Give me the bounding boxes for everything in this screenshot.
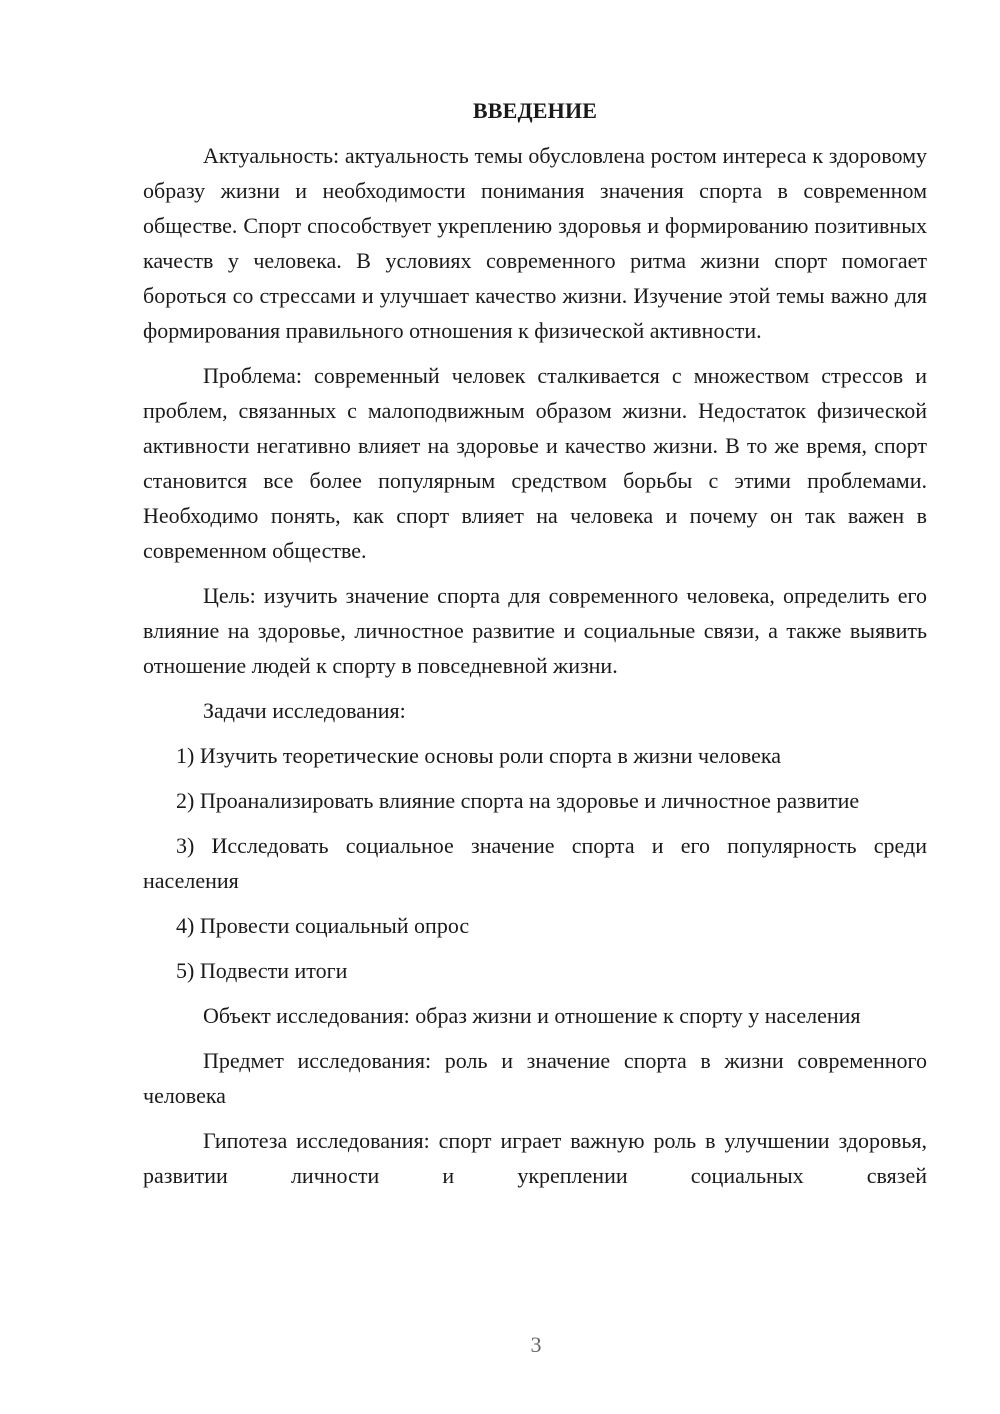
relevance-paragraph: Актуальность: актуальность темы обусловлена ростом интереса к здоровому образу жизни и необходимости понимания значения спорта в современном обществе. Спорт способствует укреплению здоровья и формированию позитивных качеств у человека. В условиях современного ритма жизни спорт помогает бороться со стрессами и улучшает качество жизни. Изучение этой темы важно для формирования правильного отношения к физической активности. <box>143 143 927 343</box>
hypothesis-paragraph: Гипотеза исследования: спорт играет важную роль в улучшении здоровья, развитии личности и укреплении социальных связей <box>143 1128 927 1188</box>
page-content <box>143 96 927 1203</box>
problem-paragraph: Проблема: современный человек сталкивается с множеством стрессов и проблем, связанных с малоподвижным образом жизни. Недостаток физической активности негативно влияет на здоровье и качество жизни. В то же время, спорт становится все более популярным средством борьбы с этими проблемами. Необходимо понять, как спорт влияет на человека и почему он так важен в современном обществе. <box>143 363 927 563</box>
page-number: 3 <box>530 1332 542 1357</box>
object-paragraph: Объект исследования: образ жизни и отношение к спорту у населения <box>203 1003 861 1028</box>
task-item-1: 1) Изучить теоретические основы роли спорта в жизни человека <box>176 743 781 768</box>
task-item-3: 3) Исследовать социальное значение спорта и его популярность среди населения <box>143 833 927 893</box>
task-item-5: 5) Подвести итоги <box>176 958 348 983</box>
goal-paragraph: Цель: изучить значение спорта для современного человека, определить его влияние на здоровье, личностное развитие и социальные связи, а также выявить отношение людей к спорту в повседневной жизни. <box>143 583 927 678</box>
subject-paragraph: Предмет исследования: роль и значение спорта в жизни современного человека <box>143 1048 927 1108</box>
tasks-heading: Задачи исследования: <box>203 698 406 723</box>
task-item-2: 2) Проанализировать влияние спорта на здоровье и личностное развитие <box>176 788 860 813</box>
task-item-4: 4) Провести социальный опрос <box>176 913 470 938</box>
section-title: ВВЕДЕНИЕ <box>472 98 598 123</box>
